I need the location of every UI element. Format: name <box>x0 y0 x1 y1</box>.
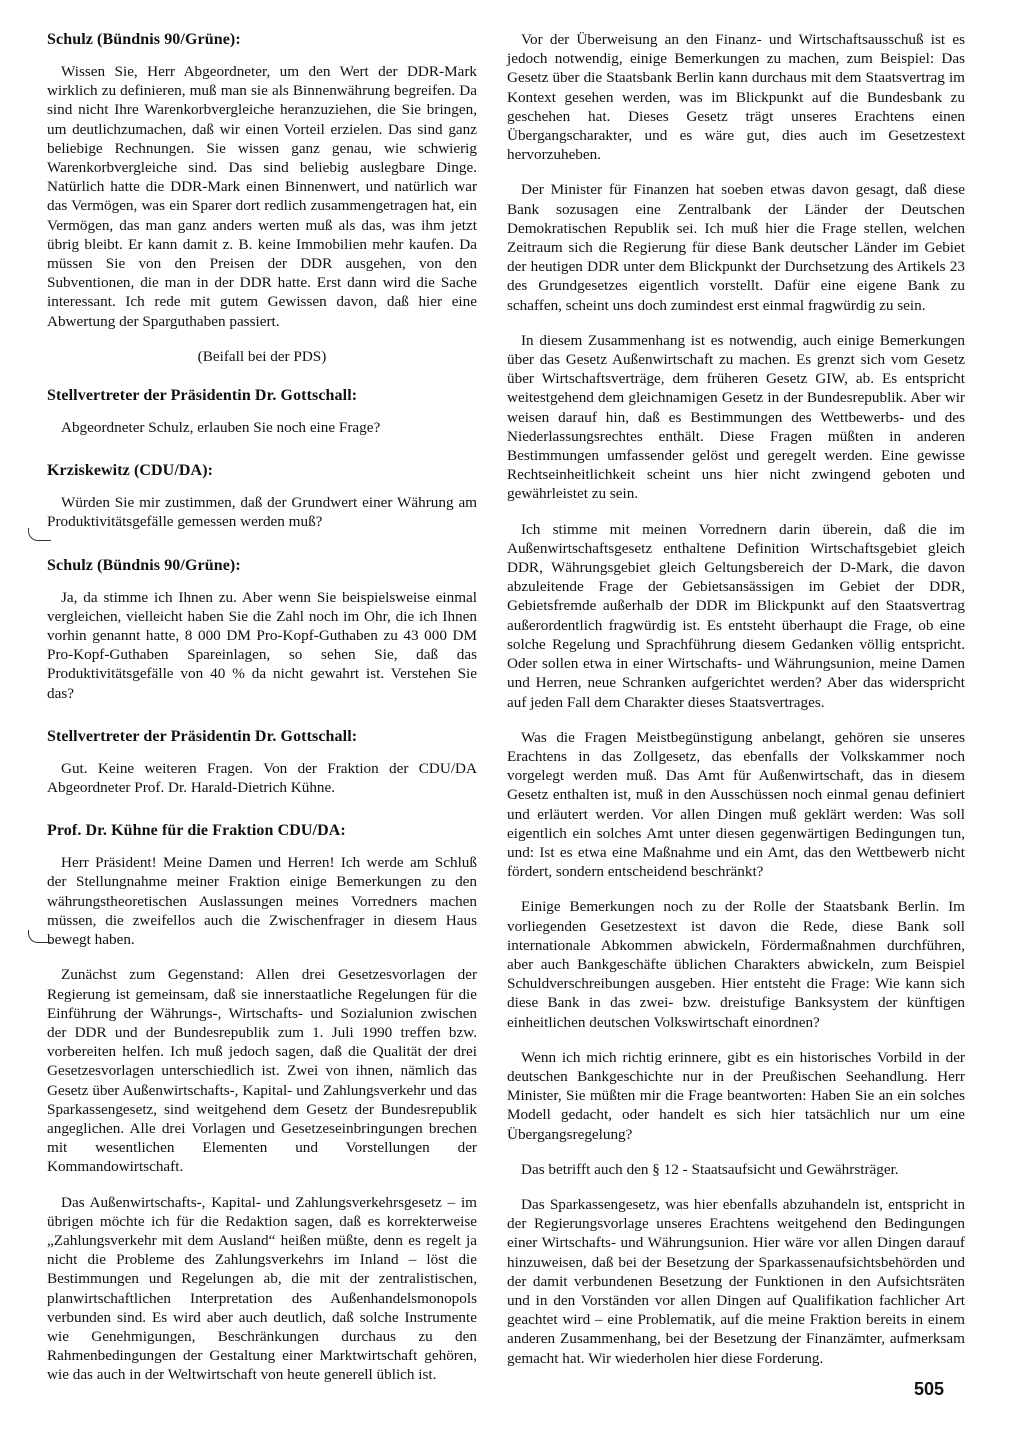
paragraph: Würden Sie mir zustimmen, daß der Grundwert einer Währung am Produktivitätsgefälle gemessen werden muß? <box>47 494 477 531</box>
speaker-heading: Schulz (Bündnis 90/Grüne): <box>47 556 241 574</box>
paragraph: Der Minister für Finanzen hat soeben etwas davon gesagt, daß diese Bank sozusagen eine Zentralbank der Länder der Deutschen Demokratischen Republik sei. Ich muß hier die Frage stellen, welchen Zeitraum sich die Regierung für diese Bank deutscher Länder im Gebiet der heutigen DDR unter dem Blickpunkt der Durchsetzung des Artikels 23 des Grundgesetzes eigentlich vorstellt. Dafür eine eigene Bank zu schaffen, scheint uns doch zumindest erst einmal fragwürdig zu sein. <box>507 181 965 314</box>
speaker-heading: Prof. Dr. Kühne für die Fraktion CDU/DA: <box>47 822 346 840</box>
paragraph: Einige Bemerkungen noch zu der Rolle der Staatsbank Berlin. Im vorliegenden Gesetzestext ist davon die Rede, diese Bank soll internationale Abkommen abwickeln, Fördermaßnahmen durchführen, aber auch Bankgeschäfte üblichen Charakters abwickeln, zum Beispiel Schuldverschreibungen ausgeben. Hier entsteht die Frage: Wie kann sich diese Bank in das zwei- bzw. dreistufige Banksystem der künftigen einheitlichen deutschen Volkswirtschaft einordnen? <box>507 898 965 1031</box>
paragraph: Abgeordneter Schulz, erlauben Sie noch eine Frage? <box>61 419 381 437</box>
paragraph: Wenn ich mich richtig erinnere, gibt es ein historisches Vorbild in der deutschen Bankgeschichte nur in der Preußischen Seehandlung. Herr Minister, Sie müßten mir die Frage beantworten: Haben Sie an ein solches Modell gedacht, oder handelt es sich hier tatsächlich nur um eine Übergangsregelung? <box>507 1048 965 1143</box>
right-column <box>507 30 965 1384</box>
paragraph: Was die Fragen Meistbegünstigung anbelangt, gehören sie unseres Erachtens in das Zollgesetz, das ebenfalls der Volkskammer noch vorgelegt werden muß. Das Amt für Außenwirtschaft, das in diesem Gesetz enthalten ist, muß in den Ausschüssen noch einmal genau definiert und erläutert werden. Vor allen Dingen muß geklärt werden: Was soll eigentlich ein solches Amt unter diesen gegenwärtigen Bedingungen tun, und: Ist es etwa eine Maßnahme und ein Amt, das den Wettbewerb nicht fördert, sondern entscheidend beschränkt? <box>507 728 965 881</box>
page-number: 505 <box>914 1379 945 1399</box>
margin-pen-mark <box>28 930 51 943</box>
speaker-heading: Krziskewitz (CDU/DA): <box>47 462 214 480</box>
paragraph: Das betrifft auch den § 12 - Staatsaufsicht und Gewährsträger. <box>521 1160 899 1178</box>
paragraph: Vor der Überweisung an den Finanz- und Wirtschaftsausschuß ist es jedoch notwendig, einige Bemerkungen zu machen, zum Beispiel: Das Gesetz über die Staatsbank Berlin kann durchaus mit dem Staatsvertrag im Kontext gesehen werden, was im Blickpunkt auf die Bundesbank zu geschehen hat. Dieses Gesetz trägt unseres Erachtens einen Übergangscharakter, und es wäre gut, dies auch im Gesetzestext hervorzuheben. <box>507 31 965 164</box>
applause-note: (Beifall bei der PDS) <box>197 347 327 365</box>
paragraph: Zunächst zum Gegenstand: Allen drei Gesetzesvorlagen der Regierung ist gemeinsam, daß sie innerstaatliche Regelungen für die Einführung der Währungs-, Wirtschafts- und Sozialunion zwischen der DDR und der Bundesrepublik zum 1. Juli 1990 treffen bzw. vorbereiten helfen. Ich muß jedoch sagen, daß die Qualität der drei Gesetzesvorlagen unterschiedlich ist. Zwei von ihnen, nämlich das Gesetz über Außenwirtschafts-, Kapital- und Zahlungsverkehr und das Sparkassengesetz, sind weitgehend dem Gesetz der Bundesrepublik angeglichen. Alle drei Vorlagen und Gesetzeseinbringungen brechen mit wesentlichen Elementen und Vorstellungen der Kommandowirtschaft. <box>47 966 477 1176</box>
paragraph: Wissen Sie, Herr Abgeordneter, um den Wert der DDR-Mark wirklich zu definieren, muß man sie als Binnenwährung begreifen. Da sind nicht Ihre Warenkorbvergleiche heranzuziehen, die Sie bringen, um deutlichzumachen, daß wir einen Vorteil erzielen. Das sind ganz beliebige Rechnungen. Sie wissen ganz genau, wie schwierig Warenkorbvergleiche sind. Das sind beliebig auslegbare Dinge. Natürlich hatte die DDR-Mark einen Binnenwert, und natürlich war das Vermögen, was ein Sparer dort redlich zusammengetragen hat, ein Vermögen, das man ganz anders werten muß als das, was ihm jetzt übrig bleibt. Er kann damit z. B. keine Immobilien mehr kaufen. Da müssen Sie von den Preisen der DDR ausgehen, von den Subventionen, die man in der DDR hatte. Erst dann wird die Sache interessant. Ich rede mit gutem Gewissen davon, daß hier eine Abwertung der Sparguthaben passiert. <box>47 63 477 330</box>
paragraph: Das Außenwirtschafts-, Kapital- und Zahlungsverkehrsgesetz – im übrigen möchte ich für die Redaktion sagen, daß es korrekterweise „Zahlungsverkehr mit dem Ausland“ heißen müßte, denn es regelt ja nicht die Probleme des Zahlungsverkehrs im Inland – löst die Bestimmungen und Regelungen ab, die mit der zentralistischen, planwirtschaftlichen Interpretation des Außenhandelsmonopols verbunden sind. Es wird aber auch deutlich, daß solche Instrumente wie Genehmigungen, Beschränkungen durchaus zu den Rahmenbedingungen der Gestaltung einer Marktwirtschaft gehören, wie das auch in der Weltwirtschaft von heute generell üblich ist. <box>47 1193 477 1384</box>
paragraph: In diesem Zusammenhang ist es notwendig, auch einige Bemerkungen über das Gesetz Außenwirtschaft zu machen. Es grenzt sich vom Gesetz über Wirtschaftsverträge, dem früheren Gesetz GIW, ab. Es entspricht weitestgehend dem gleichnamigen Gesetz in der Bundesrepublik. Aber wir weisen darauf hin, daß es Bestimmungen des Wettbewerbs- und des Niederlassungsrechtes enthält. Diese Fragen müßten in anderen Bestimmungen umfassender gelöst und geregelt werden. Eine gewisse Rechtseinheitlichkeit scheint uns hier nicht zwingend geboten und gewährleistet zu sein. <box>507 331 965 503</box>
speaker-heading: Stellvertreter der Präsidentin Dr. Gottschall: <box>47 387 358 405</box>
paragraph: Herr Präsident! Meine Damen und Herren! Ich werde am Schluß der Stellungnahme meiner Fraktion einige Bemerkungen zu den währungstheoretischen Auslassungen meines Vorredners machen müssen, die zweifellos auch die Zwischenfrager in diesem Haus bewegt haben. <box>47 854 477 949</box>
speaker-heading: Schulz (Bündnis 90/Grüne): <box>47 31 241 48</box>
speaker-heading: Stellvertreter der Präsidentin Dr. Gottschall: <box>47 727 358 745</box>
paragraph: Das Sparkassengesetz, was hier ebenfalls abzuhandeln ist, entspricht in der Regierungsvorlage unseres Erachtens weitgehend den Bedingungen einer Wirtschafts- und Währungsunion. Hier wäre vor allen Dingen darauf hinzuweisen, daß bei der Besetzung der Sparkassenaufsichtsbehörden und der damit verbundenen Besetzung der Funktionen in den Aufsichtsräten und in den Vorständen vor allen Dingen auf Qualifikation fachlicher Art geachtet wird – eine Problematik, auf die meine Fraktion bereits in einem anderen Zusammenhang, bei der Besetzung der Finanzämter, aufmerksam gemacht hat. Wir wiederholen hier diese Forderung. <box>507 1195 965 1367</box>
paragraph: Gut. Keine weiteren Fragen. Von der Fraktion der CDU/DA Abgeordneter Prof. Dr. Harald-Dietrich Kühne. <box>47 759 477 797</box>
margin-pen-mark <box>28 528 51 541</box>
paragraph: Ja, da stimme ich Ihnen zu. Aber wenn Sie beispielsweise einmal vergleichen, vielleicht haben Sie die Zahl noch im Ohr, die ich Ihnen vorhin genannt hatte, 8 000 DM Pro-Kopf-Guthaben zu 43 000 DM Pro-Kopf-Guthaben Spareinlagen, so sehen Sie, daß das Produktivitätsgefälle von 40 % da nicht gewahrt ist. Verstehen Sie das? <box>47 588 477 702</box>
left-column <box>47 30 477 1401</box>
paragraph: Ich stimme mit meinen Vorrednern darin überein, daß die im Außenwirtschaftsgesetz enthaltene Definition Wirtschaftsgebiet gleich DDR, Währungsgebiet gleich Geltungsbereich der D-Mark, die davon abzuleitende Frage der Gebietsansässigen im Gebiet der DDR, Gebietsfremde außerhalb der DDR im Blickpunkt auf den Staatsvertrag außerordentlich fragwürdig ist. Es entsteht überhaupt die Frage, ob eine solche Regelung und Sprachführung diesem Gedanken völlig entspricht. Oder sollen etwa in einer Wirtschafts- und Währungsunion, meine Damen und Herren, neue Schranken aufgerichtet werden? Aber das widerspricht auf jeden Fall dem Charakter dieses Staatsvertrages. <box>507 520 965 711</box>
